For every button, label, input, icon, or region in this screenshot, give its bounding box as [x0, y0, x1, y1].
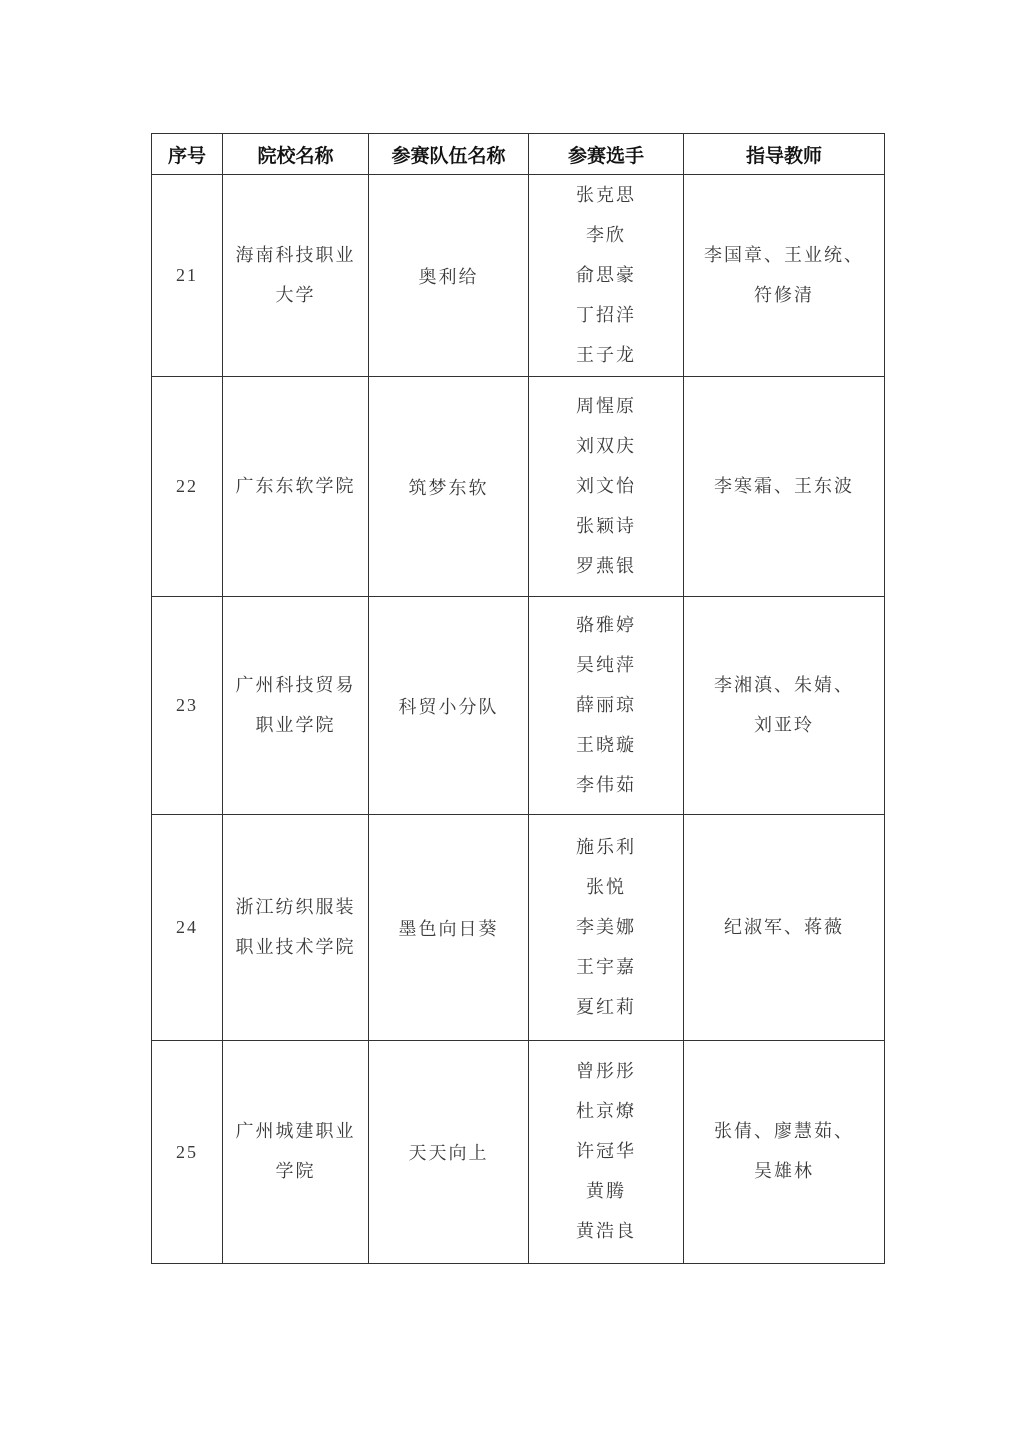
player-name: 李美娜	[576, 916, 636, 938]
school-name-line: 广州城建职业	[235, 1121, 356, 1142]
player-name: 刘文怡	[576, 475, 636, 497]
teacher-line: 符修清	[754, 284, 814, 306]
player-name: 黄浩良	[576, 1221, 636, 1242]
player-name: 李欣	[586, 224, 626, 246]
teachers-cell	[684, 1041, 885, 1264]
teacher-line: 李寒霜、王东波	[714, 475, 854, 497]
player-name: 施乐利	[576, 836, 636, 858]
table-row	[152, 597, 885, 815]
row-number: 24	[152, 815, 223, 1041]
teachers-cell	[684, 377, 885, 597]
player-name: 罗燕银	[576, 555, 636, 577]
player-name: 黄腾	[586, 1181, 626, 1202]
table-row	[152, 815, 885, 1041]
teacher-line: 纪淑军、蒋薇	[724, 916, 844, 938]
players-cell	[529, 815, 684, 1041]
table-row	[152, 377, 885, 597]
team-name-cell: 墨色向日葵	[369, 815, 529, 1041]
team-roster-table	[151, 133, 885, 1264]
team-name-cell: 天天向上	[369, 1041, 529, 1264]
player-name: 张克思	[576, 184, 636, 206]
header-teachers: 指导教师	[684, 134, 885, 175]
school-name-line: 广州科技贸易	[235, 674, 356, 696]
team-name-cell: 奥利给	[369, 175, 529, 377]
teacher-line: 张倩、廖慧茹、	[714, 1121, 854, 1142]
header-no: 序号	[152, 134, 223, 175]
player-name: 俞思豪	[576, 264, 636, 286]
players-cell	[529, 597, 684, 815]
school-name-cell	[223, 815, 369, 1041]
school-name-cell	[223, 597, 369, 815]
row-number: 22	[152, 377, 223, 597]
player-name: 曾彤彤	[576, 1061, 636, 1082]
players-cell	[529, 1041, 684, 1264]
player-name: 周惺原	[576, 395, 636, 417]
table-row	[152, 175, 885, 377]
school-name-line: 学院	[275, 1161, 316, 1182]
header-players: 参赛选手	[529, 134, 684, 175]
player-name: 刘双庆	[576, 435, 636, 457]
players-cell	[529, 377, 684, 597]
table-row	[152, 1041, 885, 1264]
teachers-cell	[684, 815, 885, 1041]
player-name: 李伟茹	[576, 774, 636, 796]
player-name: 许冠华	[576, 1141, 636, 1162]
players-cell	[529, 175, 684, 377]
player-name: 杜京燎	[576, 1101, 636, 1122]
teacher-line: 刘亚玲	[754, 714, 814, 736]
teacher-line: 李湘滇、朱婧、	[714, 674, 854, 696]
header-school: 院校名称	[223, 134, 369, 175]
teachers-cell	[684, 597, 885, 815]
school-name-cell	[223, 1041, 369, 1264]
team-name-cell: 科贸小分队	[369, 597, 529, 815]
player-name: 骆雅婷	[576, 614, 636, 636]
player-name: 薛丽琼	[576, 694, 636, 716]
player-name: 夏红莉	[576, 996, 636, 1018]
player-name: 张颖诗	[576, 515, 636, 537]
player-name: 吴纯萍	[576, 654, 636, 676]
player-name: 王晓璇	[576, 734, 636, 756]
teacher-line: 吴雄林	[754, 1161, 814, 1182]
player-name: 王宇嘉	[576, 956, 636, 978]
header-team: 参赛队伍名称	[369, 134, 529, 175]
school-name-cell	[223, 377, 369, 597]
table-header-row	[152, 134, 885, 175]
row-number: 21	[152, 175, 223, 377]
teachers-cell	[684, 175, 885, 377]
player-name: 丁招洋	[576, 304, 636, 326]
player-name: 王子龙	[576, 344, 636, 366]
school-name-line: 广东东软学院	[235, 475, 356, 497]
school-name-line: 浙江纺织服装	[235, 896, 356, 918]
row-number: 25	[152, 1041, 223, 1264]
row-number: 23	[152, 597, 223, 815]
team-name-cell: 筑梦东软	[369, 377, 529, 597]
school-name-line: 海南科技职业	[235, 244, 356, 266]
player-name: 张悦	[586, 876, 626, 898]
school-name-line: 大学	[275, 284, 316, 306]
school-name-cell	[223, 175, 369, 377]
teacher-line: 李国章、王业统、	[704, 244, 864, 266]
school-name-line: 职业技术学院	[235, 936, 356, 958]
school-name-line: 职业学院	[255, 714, 336, 736]
